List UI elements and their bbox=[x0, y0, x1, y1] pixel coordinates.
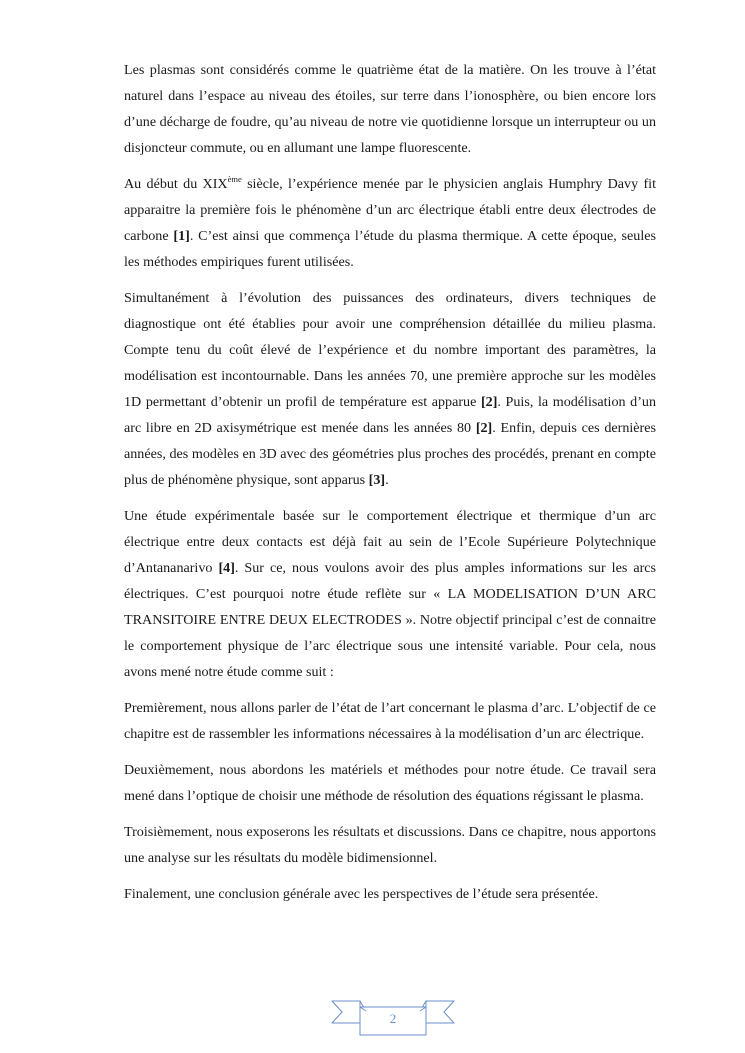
modelling-text-d: . bbox=[385, 472, 389, 488]
page-number: 2 bbox=[389, 1011, 397, 1026]
reference-4: [4] bbox=[218, 560, 235, 576]
modelling-text-a: Simultanément à l’évolution des puissances des ordinateurs, divers techniques de diagnostique ont été établies pour avoir une compréhension détaillée du milieu plasma. Compte tenu du coût élevé de l’expérience et du nombre important des paramètres, la modélisation est incontournable. Dans les années 70, une première approche sur les modèles 1D permettant d’obtenir un profil de température est apparue bbox=[124, 290, 656, 410]
paragraph-history bbox=[124, 171, 656, 275]
objective-text-a: Une étude expérimentale basée sur le comportement électrique et thermique d’un arc électrique entre deux contacts est déjà fait au sein de l’Ecole Supérieure Polytechnique d’Antananarivo bbox=[124, 508, 656, 576]
paragraph-third: Troisièmement, nous exposerons les résultats et discussions. Dans ce chapitre, nous apportons une analyse sur les résultats du modèle bidimensionnel. bbox=[124, 824, 656, 866]
paragraph-final: Finalement, une conclusion générale avec les perspectives de l’étude sera présentée. bbox=[124, 886, 599, 902]
reference-2a: [2] bbox=[480, 394, 498, 410]
paragraph-objective bbox=[124, 503, 656, 685]
reference-2b: [2] bbox=[475, 420, 493, 436]
page-body bbox=[124, 57, 656, 917]
history-text-c: . C’est ainsi que commença l’étude du plasma thermique. A cette époque, seules les méthodes empiriques furent utilisées. bbox=[124, 228, 656, 270]
reference-3: [3] bbox=[368, 472, 386, 488]
paragraph-modelling bbox=[124, 285, 656, 493]
modelling-text-b: . Puis, la modélisation d’un arc libre en 2D axisymétrique est menée dans les années 80 bbox=[124, 394, 656, 436]
paragraph-first: Premièrement, nous allons parler de l’état de l’art concernant le plasma d’arc. L’objectif de ce chapitre est de rassembler les informations nécessaires à la modélisation d’un arc électrique. bbox=[124, 700, 656, 742]
history-text-b: siècle, l’expérience menée par le physicien anglais Humphry Davy fit apparaitre la première fois le phénomène d’un arc électrique établi entre deux électrodes de carbone bbox=[124, 176, 656, 244]
superscript-eme: ème bbox=[227, 174, 242, 184]
reference-1: [1] bbox=[173, 228, 190, 244]
paragraph-second: Deuxièmement, nous abordons les matériels et méthodes pour notre étude. Ce travail sera mené dans l’optique de choisir une méthode de résolution des équations régissant le plasma. bbox=[124, 762, 656, 804]
modelling-text-c: . Enfin, depuis ces dernières années, des modèles en 3D avec des géométries plus proches des procédés, prenant en compte plus de phénomène physique, sont apparus bbox=[124, 420, 656, 488]
page-footer bbox=[330, 997, 456, 1039]
objective-text-b: . Sur ce, nous voulons avoir des plus amples informations sur les arcs électriques. C’est pourquoi notre étude reflète sur « LA MODELISATION D’UN ARC TRANSITOIRE ENTRE DEUX ELECTRODES ». Notre objectif principal c’est de connaitre le comportement physique de l’arc électrique sous une intensité variable. Pour cela, nous avons mené notre étude comme suit : bbox=[124, 560, 657, 680]
paragraph-plasma-intro: Les plasmas sont considérés comme le quatrième état de la matière. On les trouve à l’état naturel dans l’espace au niveau des étoiles, sur terre dans l’ionosphère, ou bien encore lors d’une décharge de foudre, qu’au niveau de notre vie quotidienne lorsque un interrupteur ou un disjoncteur commute, ou en allumant une lampe fluorescente. bbox=[124, 62, 656, 156]
history-text-a: Au début du XIX bbox=[124, 176, 228, 192]
